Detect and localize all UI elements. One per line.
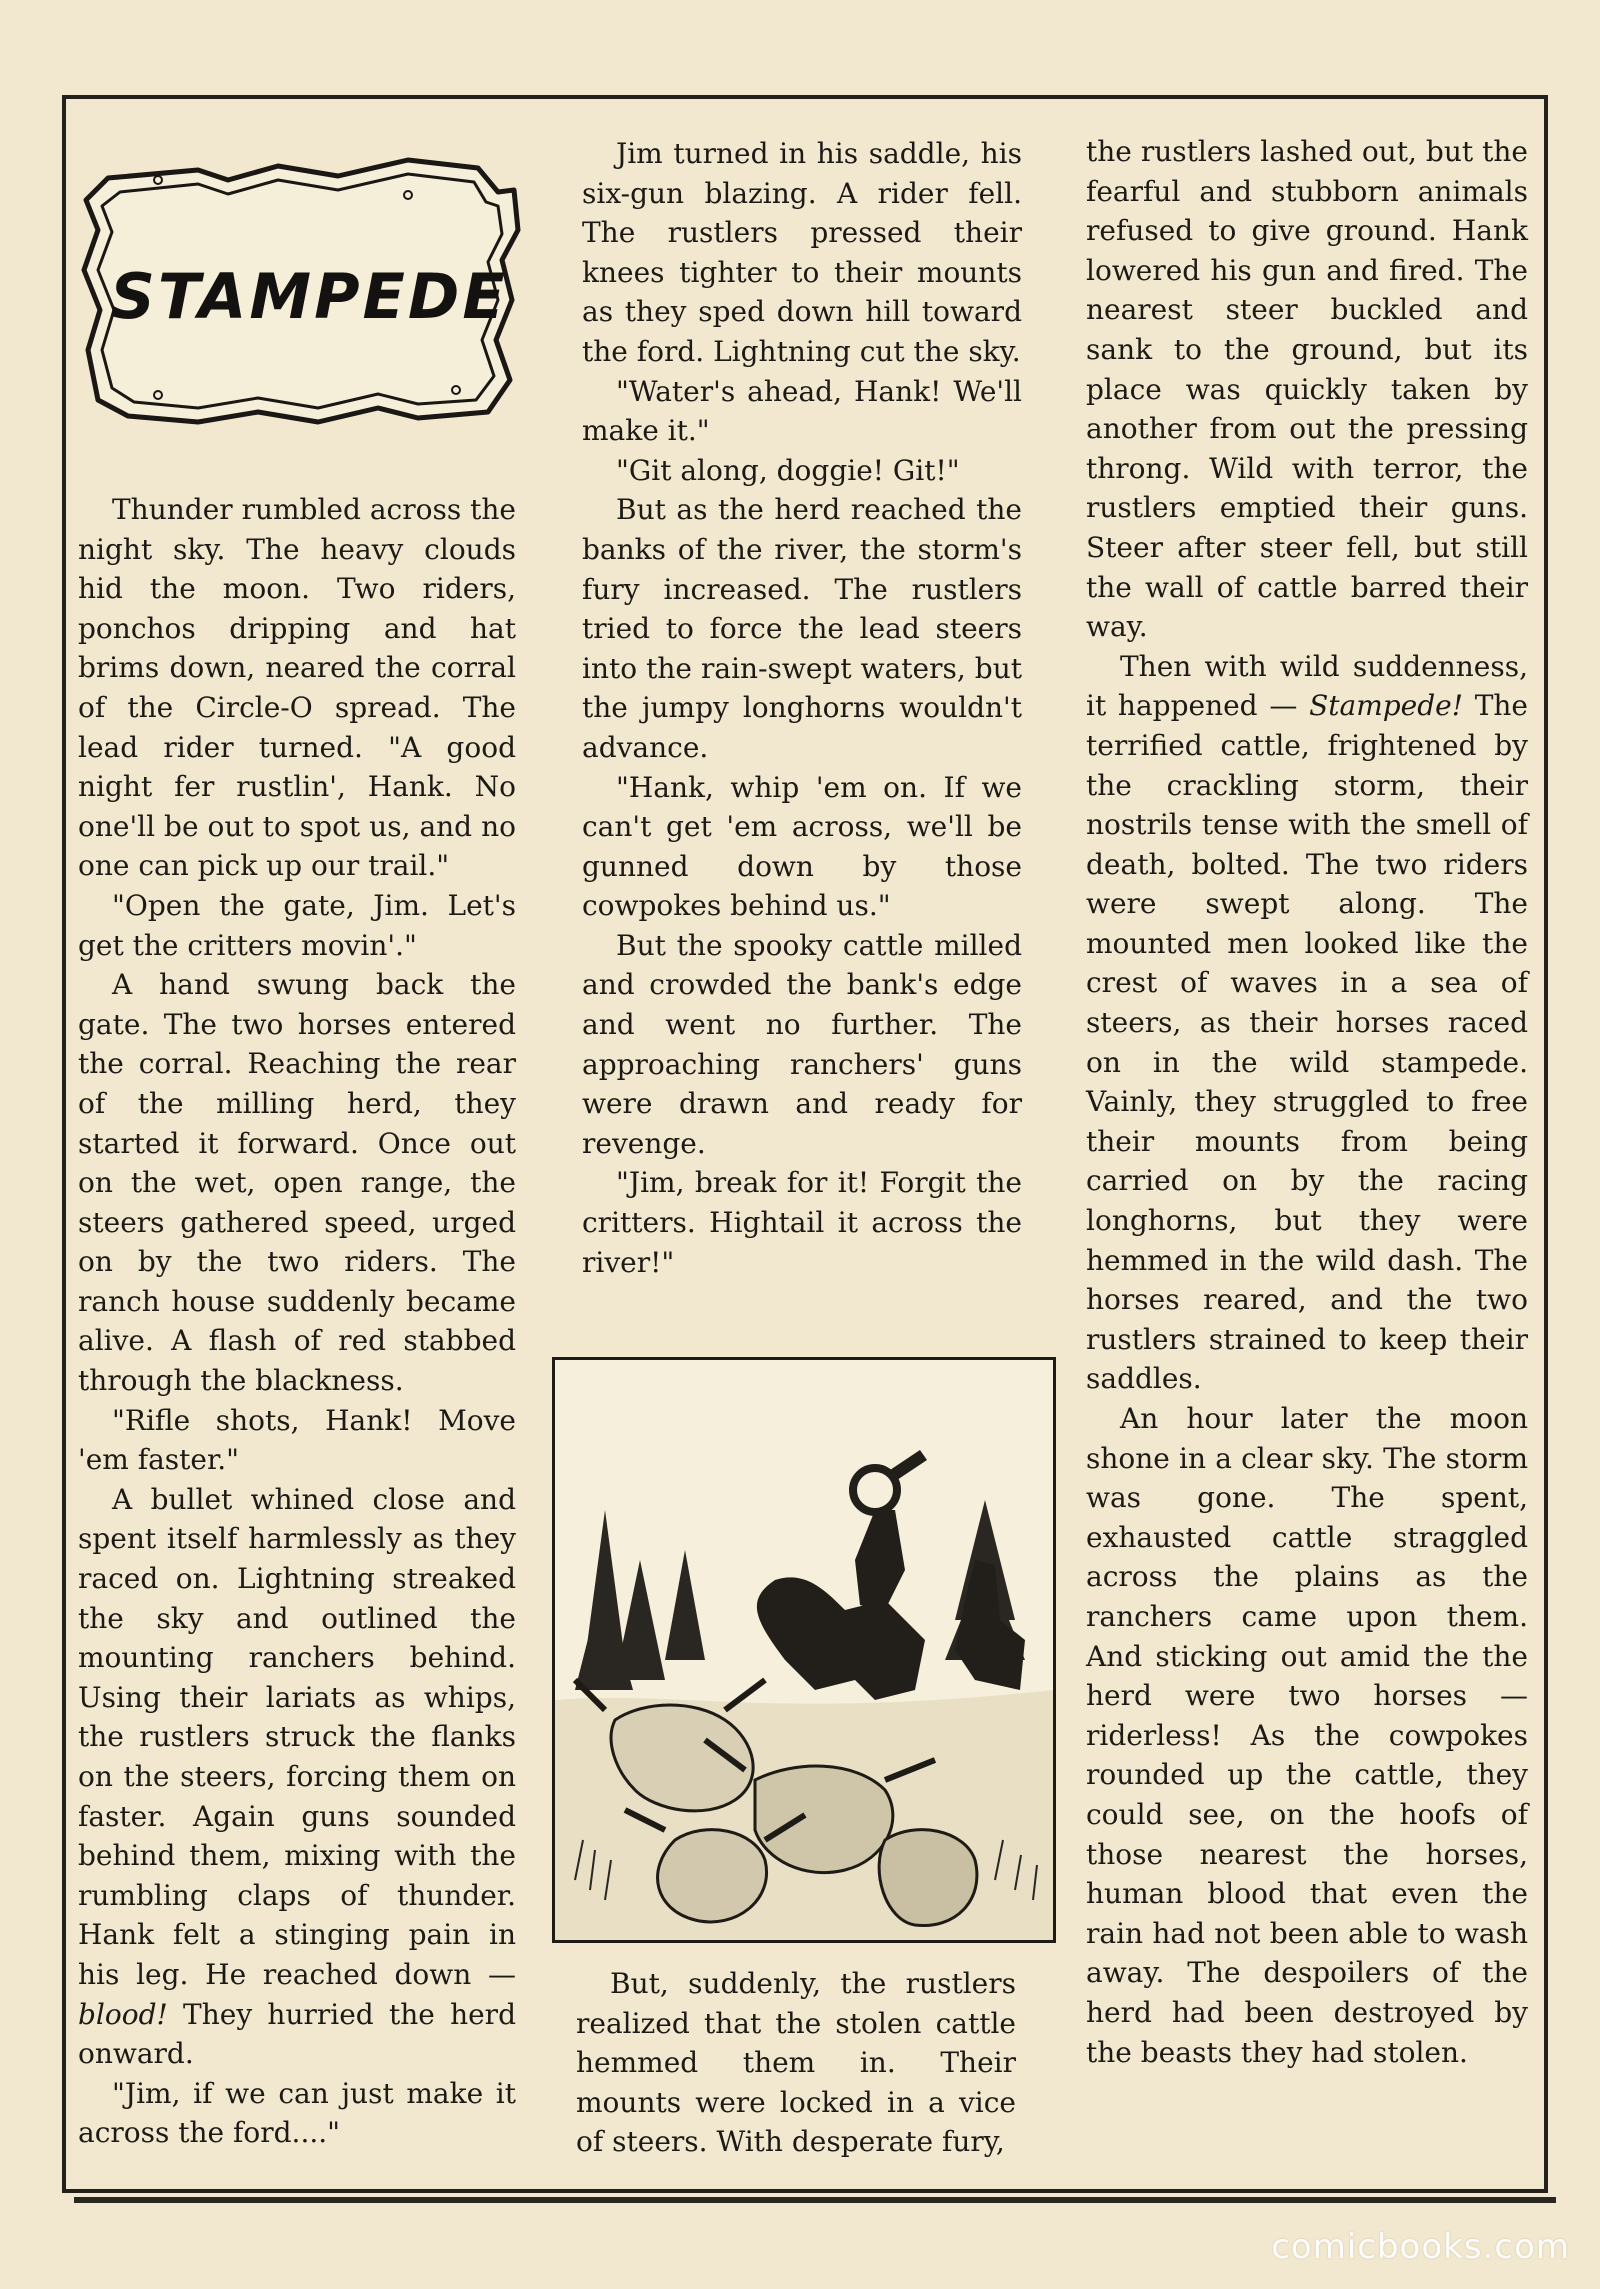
stampede-drawing	[555, 1360, 1053, 1940]
paragraph: "Jim, if we can just make it across the ford...."	[78, 2076, 516, 2150]
paragraph: "Rifle shots, Hank! Move 'em faster."	[78, 1403, 516, 1477]
paragraph-text: The terrified cattle, frightened by the crackling storm, their nostrils tense with the smell of death, bolted. The two riders were swept along. The mounted men looked like the crest of waves in a sea of steers, as their horses raced on in the wild stampede. Vainly, they struggled to free their mounts from being carried on by the racing longhorns, but they were hemmed in the wild dash. The horses reared, and the two rustlers strained to keep their saddles.	[1086, 689, 1528, 1396]
emphasis-text: Stampede!	[1309, 689, 1463, 723]
stampede-illustration	[552, 1357, 1056, 1943]
paragraph: "Git along, doggie! Git!"	[616, 453, 960, 487]
paragraph: But the spooky cattle milled and crowded the bank's edge and went no further. The approaching ranchers' guns were drawn and ready for revenge.	[582, 928, 1022, 1160]
paragraph: "Jim, break for it! Forgit the critters. Hightail it across the river!"	[582, 1166, 1022, 1279]
paragraph: A hand swung back the gate. The two horses entered the corral. Reaching the rear of the milling herd, they started it forward. Once out on the wet, open range, the steers gathered speed, urged on by the two riders. The ranch house suddenly became alive. A flash of red stabbed through the blackness.	[78, 968, 516, 1398]
paragraph-text: They hurried the herd onward.	[78, 1997, 516, 2071]
story-title: STAMPEDE	[110, 260, 508, 333]
paragraph: Jim turned in his saddle, his six-gun blazing. A rider fell. The rustlers pressed their knees tighter to their mounts as they sped down hill toward the ford. Lightning cut the sky.	[582, 137, 1022, 368]
emphasis-text: blood!	[78, 1997, 168, 2031]
paragraph	[78, 1480, 516, 2074]
paragraph: But, suddenly, the rustlers realized that the stolen cattle hemmed them in. Their mounts were locked in a vice of steers. With desperate fury,	[576, 1967, 1016, 2159]
paragraph: "Water's ahead, Hank! We'll make it."	[582, 374, 1022, 448]
text-column-2	[582, 134, 1022, 1282]
paragraph: "Hank, whip 'em on. If we can't get 'em across, we'll be gunned down by those cowpokes behind us."	[582, 770, 1022, 923]
paragraph: But as the herd reached the banks of the river, the storm's fury increased. The rustlers tried to force the lead steers into the rain-swept waters, but the jumpy longhorns wouldn't advance.	[582, 493, 1022, 764]
text-column-1	[78, 490, 516, 2153]
paragraph: "Open the gate, Jim. Let's get the critters movin'."	[78, 888, 516, 962]
paragraph: An hour later the moon shone in a clear sky. The storm was gone. The spent, exhausted cattle straggled across the plains as the ranchers came upon them. And sticking out amid the the herd were two horses — riderless! As the cowpokes rounded up the cattle, they could see, on the hoofs of those nearest the horses, human blood that even the rain had not been able to wash away. The despoilers of the herd had been destroyed by the beasts they had stolen.	[1086, 1402, 1528, 2069]
text-column-2-bottom	[576, 1964, 1016, 2162]
text-column-3	[1086, 132, 1528, 2072]
paragraph: the rustlers lashed out, but the fearful and stubborn animals refused to give ground. Hank lowered his gun and fired. The nearest steer buckled and sank to the ground, but its place was quickly taken by another from out the pressing throng. Wild with terror, the rustlers emptied their guns. Steer after steer fell, but still the wall of cattle barred their way.	[1086, 135, 1528, 644]
paragraph	[1086, 647, 1528, 1399]
site-watermark: comicbooks.com	[1271, 2227, 1570, 2267]
title-plaque	[78, 150, 540, 435]
paragraph-text: A bullet whined close and spent itself harmlessly as they raced on. Lightning streaked the sky and outlined the mounting ranchers behind. Using their lariats as whips, the rustlers struck the flanks on the steers, forcing them on faster. Again guns sounded behind them, mixing with the rumbling claps of thunder. Hank felt a stinging pain in his leg. He reached down —	[78, 1482, 516, 1991]
paragraph: Thunder rumbled across the night sky. The heavy clouds hid the moon. Two riders, ponchos dripping and hat brims down, neared the corral of the Circle-O spread. The lead rider turned. "A good night fer rustlin', Hank. No one'll be out to spot us, and no one can pick up our trail."	[78, 493, 516, 883]
paragraph-text: Then with wild suddenness, it happened —	[1086, 649, 1528, 723]
